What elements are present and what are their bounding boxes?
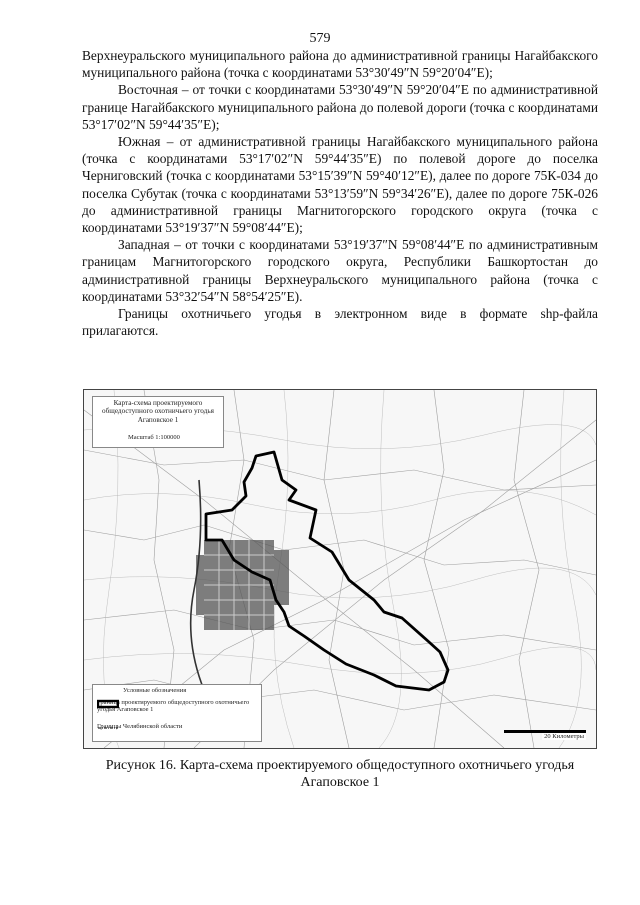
paragraph-east-boundary: Восточная – от точки с координатами 53°30′49″N 59°20′04″E по административной границе Нагайбакского муниципального района до полевой дороги (точка с координатами 53°17′02″N 59°44′35″E); <box>82 82 598 132</box>
figure-caption <box>60 757 620 791</box>
caption-line-1: Рисунок 16. Карта-схема проектируемого общедоступного охотничьего угодья <box>105 758 575 773</box>
legend-label-boundary: Граница проектируемого общедоступного охотничьего угодья Агаповское 1 <box>97 699 250 713</box>
legend-label-region-border: Границы Челябинской области <box>97 723 183 730</box>
paragraph-west-boundary: Западная – от точки с координатами 53°19′37″N 59°08′44″E по административным границам Магнитогорского городского округа, Республики Башкортостан до административной границы Верхнеуральского муниципального района (точка с координатами 53°32′54″N 58°54′25″E). <box>82 237 598 304</box>
thick-line-swatch-icon <box>97 699 119 709</box>
map-scalebar-label: 20 Километры <box>544 733 584 740</box>
paragraph-north-end: Верхнеуральского муниципального района до административной границы Нагайбакского муниципального района (точка с координатами 53°30′49″N 59°20′04″E); <box>82 48 598 81</box>
caption-line-2: Агаповское 1 <box>300 775 380 790</box>
map-legend <box>92 684 262 742</box>
map-figure <box>83 389 597 749</box>
map-scale-label: Масштаб 1:100000 <box>128 434 180 441</box>
paragraph-south-boundary: Южная – от административной границы Нагайбакского муниципального района (точка с координатами 53°17′02″N 59°44′35″E) по полевой дороге до поселка Черниговский (точка с координатами 53°15′39″N 59°40′12″E), далее по дороге 75К-034 до поселка Субутак (точка с координатами 53°13′59″N 59°34′26″E), далее по дороге 75К-026 до административной границы Магнитогорского городского округа (точка с координатами 53°19′37″N 59°08′44″E); <box>82 134 598 236</box>
page-number: 579 <box>309 31 331 46</box>
legend-item-region-border <box>97 723 182 730</box>
map-title: Карта-схема проектируемого общедоступного охотничьего угодья Агаповское 1 <box>102 399 214 424</box>
thin-line-swatch-icon <box>97 723 119 733</box>
body-text <box>82 47 598 339</box>
legend-item-boundary <box>97 699 261 713</box>
paragraph-shp-note: Границы охотничьего угодья в электронном виде в формате shp-файла прилагаются. <box>82 306 598 339</box>
legend-heading: Условные обозначения <box>123 687 187 694</box>
